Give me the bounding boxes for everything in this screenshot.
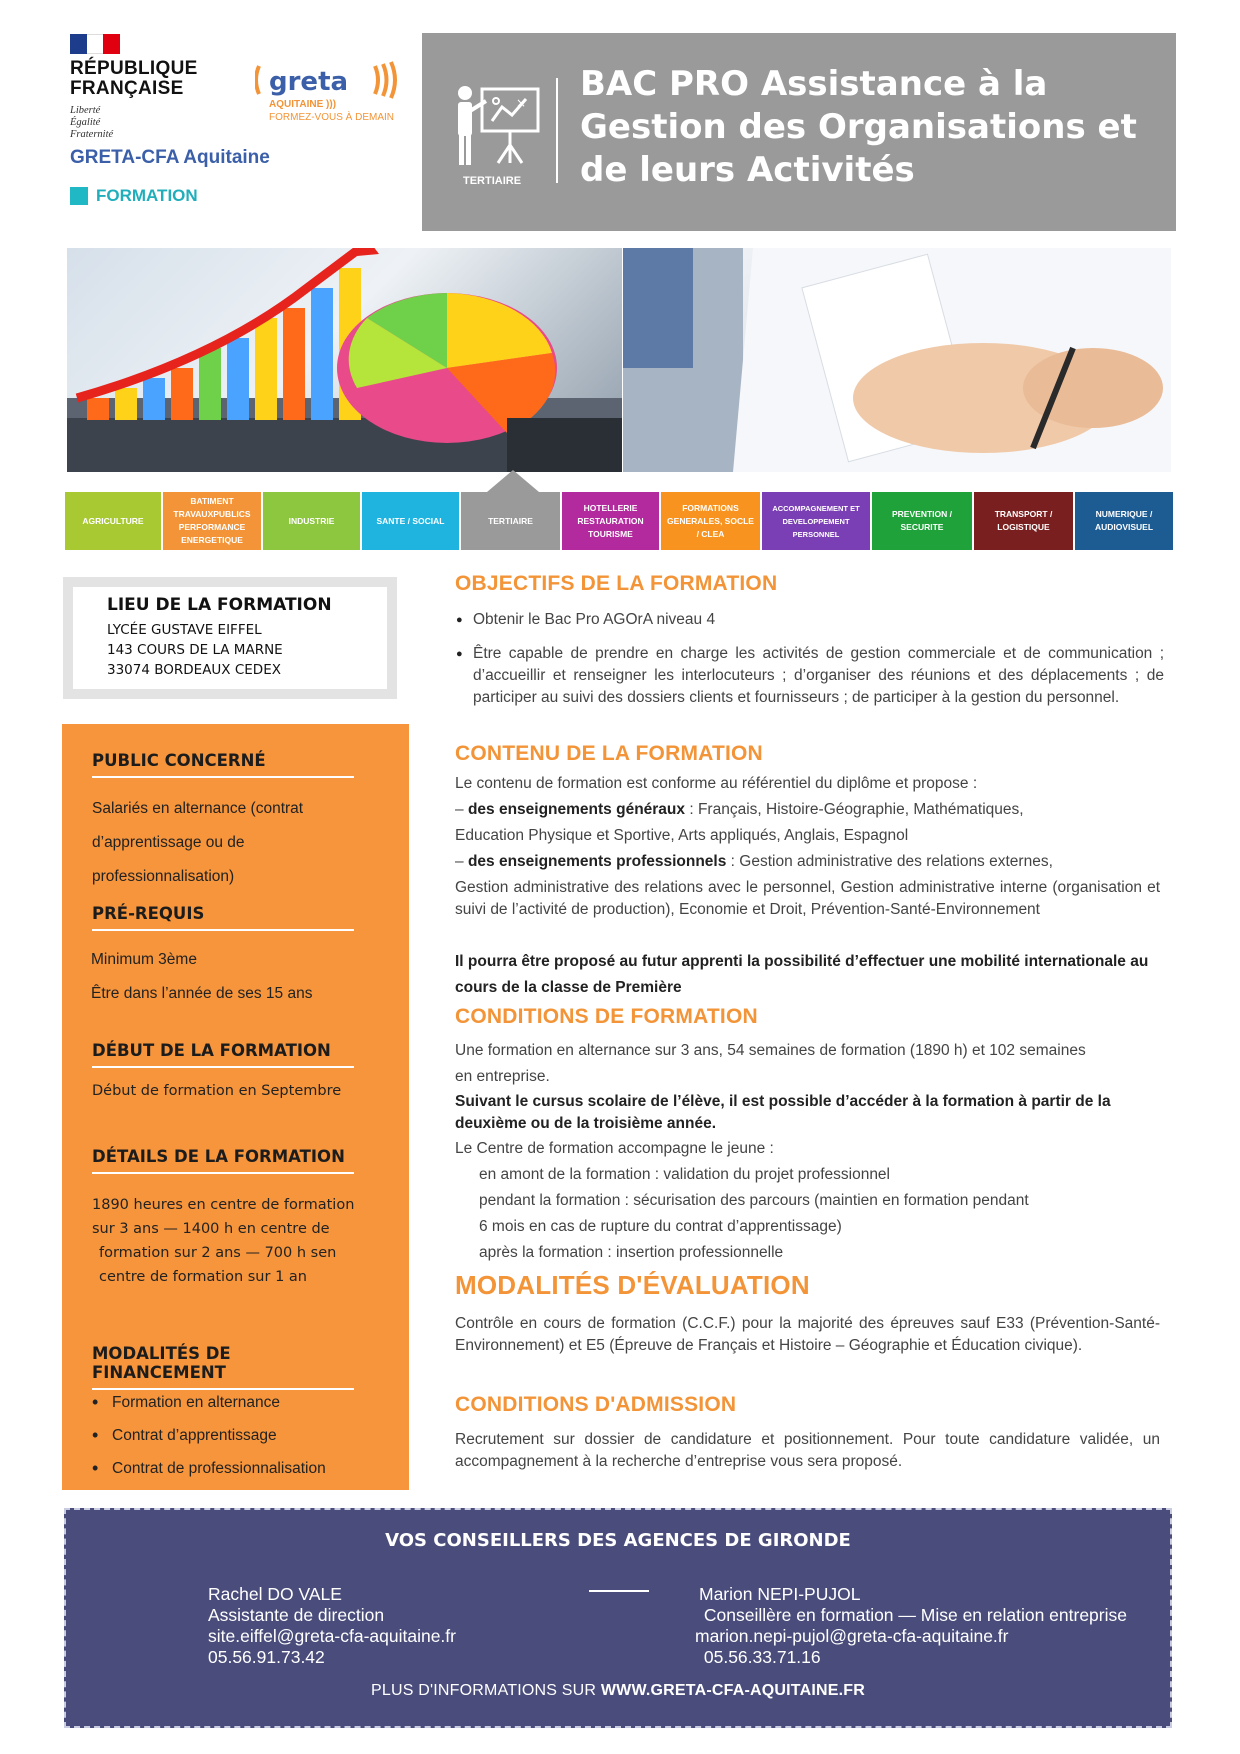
- hero-image-office: [623, 248, 1171, 472]
- sector-numerique-audiovisuel[interactable]: NUMERIQUE / AUDIOVISUEL: [1075, 492, 1173, 550]
- contact-card-1: [208, 1584, 456, 1668]
- formation-square-icon: [70, 187, 88, 205]
- sector-accompagnement[interactable]: ACCOMPAGNEMENT ET DEVELOPPEMENT PERSONNEL: [762, 492, 872, 550]
- debut-title: DÉBUT DE LA FORMATION: [92, 1041, 354, 1068]
- prerequis-line-2: Être dans l’année de ses 15 ans: [91, 985, 313, 1002]
- sector-industrie[interactable]: INDUSTRIE: [263, 492, 362, 550]
- bar-chart-illustration: [67, 248, 622, 472]
- sector-tertiaire[interactable]: TERTIAIRE: [461, 492, 562, 550]
- website-link[interactable]: WWW.GRETA-CFA-AQUITAINE.FR: [600, 1682, 865, 1699]
- conditions-line-2: en entreprise.: [455, 1068, 550, 1085]
- contenu-title: CONTENU DE LA FORMATION: [455, 742, 763, 765]
- contenu-generaux-rest: : Français, Histoire-Géographie, Mathématiques,: [685, 801, 1024, 818]
- sector-batiment[interactable]: BATIMENT TRAVAUXPUBLICS PERFORMANCE ENERGETIQUE: [163, 492, 263, 550]
- contact-2-email[interactable]: marion.nepi-pujol@greta-cfa-aquitaine.fr: [695, 1626, 1009, 1646]
- details-line-3: formation sur 2 ans — 700 h sen: [99, 1245, 337, 1261]
- financement-item: • Contrat d’apprentissage: [92, 1419, 392, 1452]
- admission-text: Recrutement sur dossier de candidature et positionnement. Pour toute candidature validée, un accompagnement à la recherche d’entreprise vous sera proposé.: [455, 1431, 1160, 1470]
- contact-2-name: Marion NEPI-PUJOL: [699, 1584, 861, 1604]
- lieu-box: [63, 577, 397, 699]
- contact-1-phone[interactable]: 05.56.91.73.42: [208, 1647, 325, 1667]
- greta-logo-text: greta: [269, 67, 349, 97]
- contenu-professionnels: [455, 851, 1160, 873]
- conditions-accompagnement: Le Centre de formation accompagne le jeune :: [455, 1140, 774, 1157]
- contact-card-2: [695, 1584, 1127, 1668]
- details-line-4: centre de formation sur 1 an: [99, 1269, 307, 1285]
- financement-title: MODALITÉS DE FINANCEMENT: [92, 1344, 354, 1390]
- details-text: [92, 1193, 382, 1289]
- sector-sante-social[interactable]: SANTE / SOCIAL: [362, 492, 461, 550]
- footer-title: VOS CONSEILLERS DES AGENCES DE GIRONDE: [385, 1530, 851, 1551]
- details-line-1: 1890 heures en centre de formation: [92, 1197, 355, 1213]
- evaluation-text: Contrôle en cours de formation (C.C.F.) pour la majorité des épreuves sauf E33 (Prévention-Santé-Environnement) et E5 (Épreuve de Français et Histoire – Géographie et Éducation civique).: [455, 1315, 1160, 1354]
- conditions-step-2: pendant la formation : sécurisation des parcours (maintien en formation pendant: [479, 1192, 1029, 1209]
- details-title: DÉTAILS DE LA FORMATION: [92, 1147, 354, 1174]
- banner-divider: [556, 78, 558, 183]
- conditions-step-3: 6 mois en cas de rupture du contrat d’apprentissage): [479, 1218, 842, 1235]
- office-work-illustration: [623, 248, 1171, 472]
- contenu-pro-prefix: –: [455, 853, 468, 870]
- hero-image-charts: [67, 248, 622, 472]
- contacts-footer: [64, 1508, 1172, 1728]
- sector-hotellerie[interactable]: HOTELLERIE RESTAURATION TOURISME: [562, 492, 661, 550]
- motto-fraternite: Fraternité: [70, 129, 114, 140]
- presentation-board-icon: [452, 83, 548, 183]
- republique-line-2: FRANÇAISE: [70, 78, 184, 99]
- greta-logo-slogan: FORMEZ-VOUS À DEMAIN: [269, 112, 395, 123]
- conditions-title: CONDITIONS DE FORMATION: [455, 1005, 758, 1028]
- more-info-prefix: PLUS D'INFORMATIONS SUR: [371, 1682, 601, 1699]
- sector-bar: [65, 492, 1173, 550]
- page-title: BAC PRO Assistance à la Gestion des Organisations et de leurs Activités: [580, 64, 1137, 190]
- lieu-line-3: 33074 BORDEAUX CEDEX: [107, 662, 281, 678]
- info-panel: [62, 724, 409, 1490]
- contact-1-email[interactable]: site.eiffel@greta-cfa-aquitaine.fr: [208, 1626, 456, 1646]
- title-banner: [422, 33, 1176, 231]
- formation-tag-label: FORMATION: [96, 186, 198, 205]
- public-title: PUBLIC CONCERNÉ: [92, 751, 354, 778]
- sector-formations-generales[interactable]: FORMATIONS GENERALES, SOCLE / CLEA: [661, 492, 762, 550]
- public-line-2: d’apprentissage ou de: [92, 834, 245, 851]
- sector-transport-logistique[interactable]: TRANSPORT / LOGISTIQUE: [974, 492, 1075, 550]
- french-flag-icon: [70, 34, 120, 54]
- conditions-step-1: en amont de la formation : validation du projet professionnel: [479, 1166, 890, 1183]
- public-text: [92, 792, 382, 894]
- objectifs-title: OBJECTIFS DE LA FORMATION: [455, 572, 778, 595]
- sector-agriculture[interactable]: AGRICULTURE: [65, 492, 163, 550]
- prerequis-line-1: Minimum 3ème: [91, 951, 197, 968]
- greta-logo-region: AQUITAINE ))): [269, 99, 337, 110]
- contenu-intro: Le contenu de formation est conforme au référentiel du diplôme et propose :: [455, 775, 978, 792]
- svg-text:×: ×: [516, 96, 527, 110]
- contenu-generaux-prefix: –: [455, 801, 468, 818]
- contenu-generaux-bold: des enseignements généraux: [467, 801, 686, 818]
- motto-egalite: Égalité: [70, 117, 101, 128]
- sector-pointer: [487, 470, 539, 492]
- contact-separator: [589, 1590, 649, 1592]
- lieu-line-1: LYCÉE GUSTAVE EIFFEL: [107, 622, 262, 638]
- financement-item: • Contrat de professionnalisation: [92, 1452, 392, 1485]
- sector-prevention-securite[interactable]: PREVENTION / SECURITE: [872, 492, 974, 550]
- public-line-1: Salariés en alternance (contrat: [92, 800, 304, 817]
- evaluation-title: MODALITÉS D'ÉVALUATION: [455, 1270, 810, 1300]
- organization-name: GRETA-CFA Aquitaine: [70, 147, 270, 168]
- contenu-generaux-line2: Education Physique et Sportive, Arts appliqués, Anglais, Espagnol: [455, 827, 909, 844]
- conditions-line-1: Une formation en alternance sur 3 ans, 54 semaines de formation (1890 h) et 102 semaines: [455, 1042, 1086, 1059]
- contact-2-role: Conseillère en formation — Mise en relation entreprise: [699, 1605, 1127, 1625]
- contenu-mobility: Il pourra être proposé au futur apprenti la possibilité d’effectuer une mobilité internationale au cours de la classe de Première: [455, 953, 1149, 996]
- financement-item: • Formation en alternance: [92, 1386, 392, 1419]
- conditions-step-4: après la formation : insertion professionnelle: [479, 1244, 784, 1261]
- lieu-title: LIEU DE LA FORMATION: [107, 595, 332, 615]
- financement-list: [92, 1386, 392, 1485]
- objectifs-item-1: ● Obtenir le Bac Pro AGOrA niveau 4: [456, 609, 1164, 631]
- objectifs-item-2: ● Être capable de prendre en charge les activités de gestion commerciale et de communication ; d’accueillir et renseigner les interlocuteurs ; d’organiser des réunions et des déplacements ; de participer au suivi des dossiers clients et fournisseurs ; de participer à la gestion du personnel.: [456, 643, 1164, 709]
- contact-2-phone[interactable]: 05.56.33.71.16: [699, 1647, 821, 1667]
- contact-1-role: Assistante de direction: [208, 1605, 385, 1625]
- lieu-line-2: 143 COURS DE LA MARNE: [107, 642, 283, 658]
- contenu-generaux: [455, 799, 1160, 821]
- prerequis-title: PRÉ-REQUIS: [92, 904, 354, 931]
- contenu-pro-bold: des enseignements professionnels: [467, 853, 727, 870]
- formation-tag: [70, 186, 198, 206]
- admission-title: CONDITIONS D'ADMISSION: [455, 1393, 737, 1416]
- contact-1-name: Rachel DO VALE: [208, 1584, 342, 1604]
- republique-francaise-logo: [70, 34, 210, 141]
- details-line-2: sur 3 ans — 1400 h en centre de: [92, 1221, 330, 1237]
- prerequis-text: [91, 943, 381, 1011]
- public-line-3: professionnalisation): [92, 868, 235, 885]
- contenu-pro-line2: Gestion administrative des relations avec le personnel, Gestion administrative interne (organisation et suivi de l’activité de production), Economie et Droit, Prévention-Santé-Environnement: [455, 879, 1160, 918]
- motto-liberte: Liberté: [70, 105, 101, 116]
- republique-line-1: RÉPUBLIQUE: [70, 58, 198, 79]
- debut-text: Début de formation en Septembre: [92, 1083, 342, 1099]
- more-info: [66, 1682, 1170, 1700]
- banner-sector-label: TERTIAIRE: [462, 175, 522, 187]
- contenu-pro-rest: : Gestion administrative des relations externes,: [726, 853, 1053, 870]
- greta-logo: [255, 60, 400, 130]
- conditions-cursus: Suivant le cursus scolaire de l’élève, il est possible d’accéder à la formation à partir de la deuxième ou de la troisième année.: [455, 1093, 1111, 1132]
